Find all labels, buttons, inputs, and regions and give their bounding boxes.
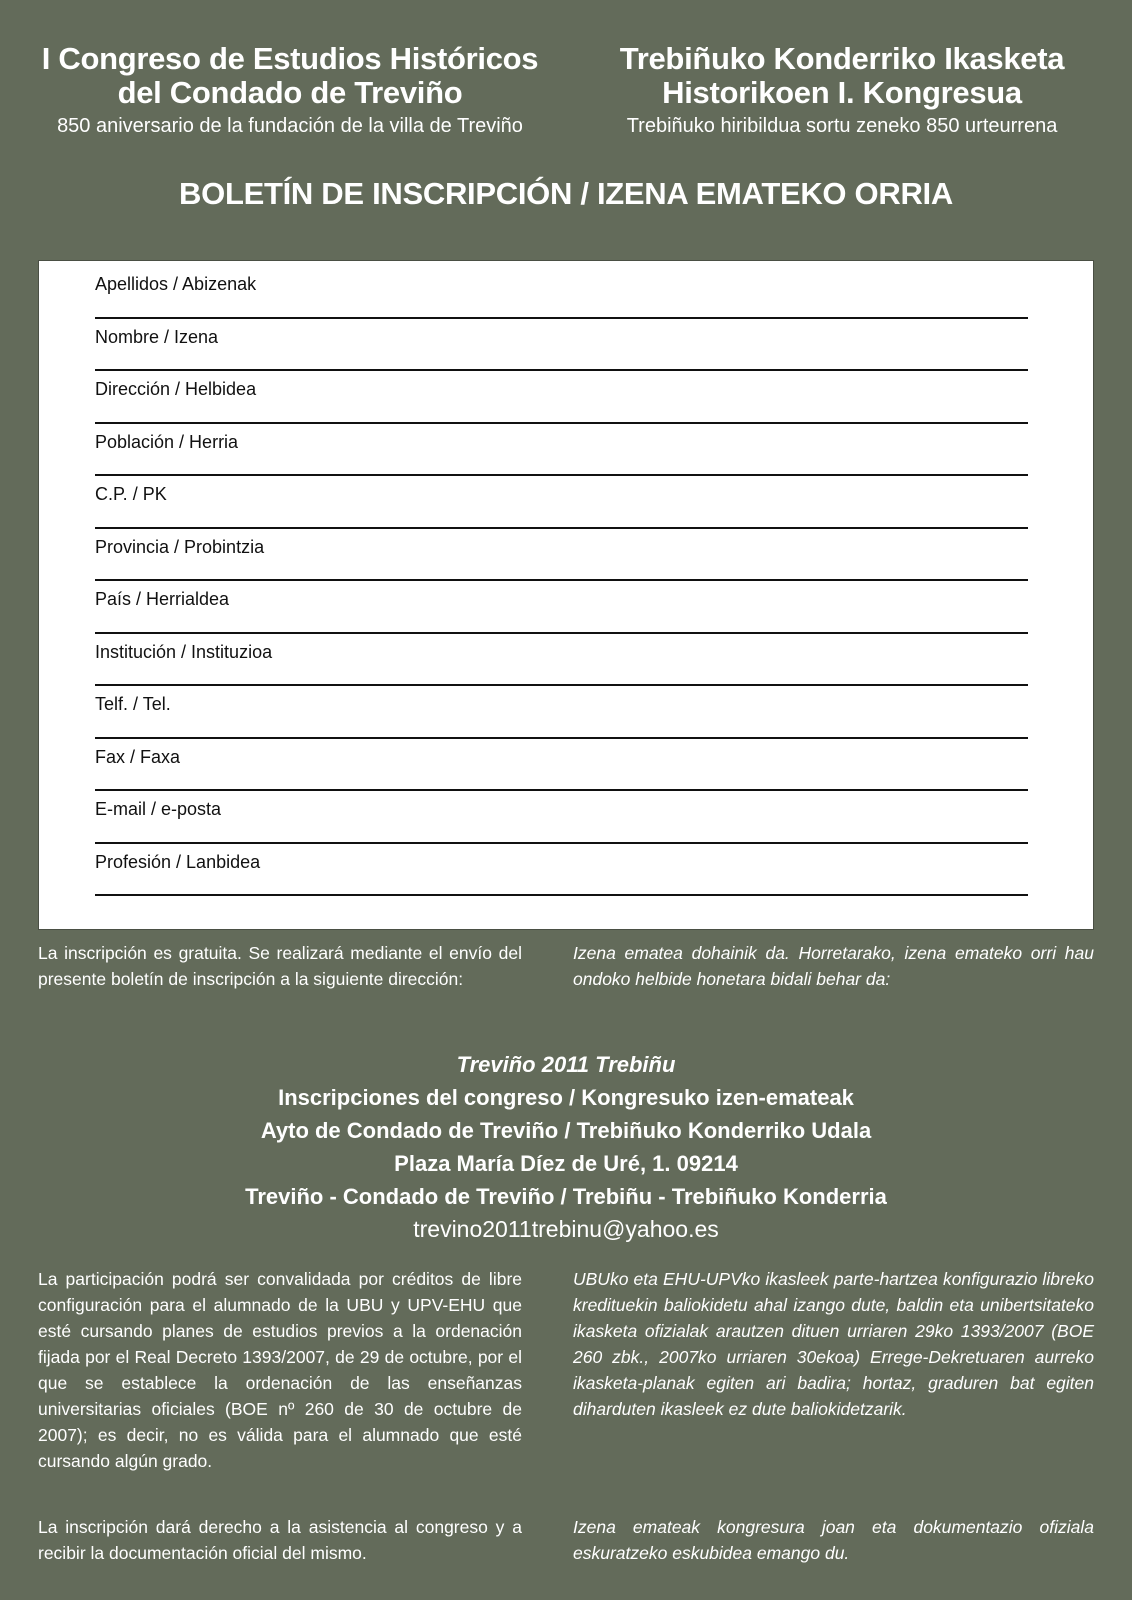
congress-title-es-line1: I Congreso de Estudios Históricos (41, 41, 539, 76)
rights-text-eu: Izena emateak kongresura joan eta dokumentazio ofiziala eskuratzeko eskubidea emango du. (573, 1517, 1094, 1563)
address-line-1: Inscripciones del congreso / Kongresuko izen-emateak (278, 1085, 854, 1110)
address-line-3: Plaza María Díez de Uré, 1. 09214 (394, 1151, 738, 1176)
form-row (95, 266, 1028, 319)
form-row (95, 686, 1028, 739)
form-field-input[interactable] (95, 791, 1032, 844)
form-field-input[interactable] (95, 581, 1032, 634)
form-field-input[interactable] (95, 739, 1032, 792)
form-field-label: Fax / Faxa (95, 746, 181, 767)
credits-text-es: La participación podrá ser convalidada por créditos de libre configuración para el alumnado de la UBU y UPV-EHU que esté cursando planes de estudios previos a la ordenación fijada por el Real Decreto 1393/2007, de 29 de octubre, por el que se establece la ordenación de las enseñanzas universitarias oficiales (BOE nº 260 de 30 de octubre de 2007); es decir, no es válida para el alumnado que esté cursando algún grado. (38, 1269, 522, 1471)
header-spanish (30, 42, 550, 140)
free-registration-section (38, 940, 1094, 992)
address-line-4: Treviño - Condado de Treviño / Trebiñu - Trebiñuko Konderria (245, 1184, 887, 1209)
form-row (95, 371, 1028, 424)
header (30, 42, 1102, 140)
anniversary-subtitle-es: 850 aniversario de la fundación de la villa de Treviño (57, 115, 523, 137)
form-field-label: País / Herrialdea (95, 589, 230, 609)
form-field-label: Provincia / Probintzia (95, 536, 265, 557)
congress-title-eu-line2: Historikoen I. Kongresua (662, 75, 1022, 110)
form-row (95, 791, 1028, 844)
rights-section (38, 1514, 1094, 1566)
postal-address (0, 1048, 1132, 1246)
form-row (95, 319, 1028, 372)
form-field-input[interactable] (95, 686, 1032, 739)
congress-title-es-line2: del Condado de Treviño (117, 75, 463, 110)
congress-title-eu-line1: Trebiñuko Konderriko Ikasketa (619, 41, 1065, 76)
rights-text-es: La inscripción dará derecho a la asistencia al congreso y a recibir la documentación oficial del mismo. (38, 1517, 522, 1563)
form-row (95, 476, 1028, 529)
form-field-input[interactable] (95, 476, 1032, 529)
form-field-list (95, 266, 1028, 896)
form-title: BOLETÍN DE INSCRIPCIÓN / IZENA EMATEKO ORRIA (179, 176, 953, 211)
form-row (95, 634, 1028, 687)
credits-text-eu: UBUko eta EHU-UPVko ikasleek parte-hartzea konfigurazio libreko kredituekin baliokidetu ahal izango dute, baldin eta unibertsitateko ikasketa ofizialak arautzen dituen urriaren 29ko 1393/2007 (BOE 260 zbk., 2007ko urriaren 30ekoa) Errege-Dekretuaren aurreko ikasketa-planak egiten ari badira; hortaz, graduren bat egiten diharduten ikasleek ez dute baliokidetzarik. (573, 1269, 1094, 1419)
form-field-label: Telf. / Tel. (95, 694, 171, 714)
form-field-label: E-mail / e-posta (95, 799, 222, 819)
form-field-label: C.P. / PK (95, 484, 167, 504)
form-row (95, 844, 1028, 897)
form-field-label: Nombre / Izena (95, 326, 219, 347)
form-field-label: Dirección / Helbidea (95, 379, 257, 399)
form-field-label: Apellidos / Abizenak (95, 274, 257, 294)
address-title: Treviño 2011 Trebiñu (456, 1052, 676, 1077)
anniversary-subtitle-eu: Trebiñuko hiribildua sortu zeneko 850 urteurrena (626, 115, 1058, 137)
form-row (95, 739, 1028, 792)
header-basque (582, 42, 1102, 140)
form-field-input[interactable] (95, 319, 1032, 372)
address-line-2: Ayto de Condado de Treviño / Trebiñuko Konderriko Udala (260, 1118, 872, 1143)
credits-section (38, 1266, 1094, 1474)
form-row (95, 424, 1028, 477)
free-registration-text-es: La inscripción es gratuita. Se realizará mediante el envío del presente boletín de inscripción a la siguiente dirección: (38, 943, 522, 989)
form-row (95, 581, 1028, 634)
form-field-label: Población / Herria (95, 431, 239, 452)
contact-email[interactable]: trevino2011trebinu@yahoo.es (413, 1216, 719, 1242)
form-field-label: Profesión / Lanbidea (95, 851, 261, 872)
form-row (95, 529, 1028, 582)
registration-form (38, 260, 1094, 930)
form-field-label: Institución / Instituzioa (95, 641, 273, 662)
free-registration-text-eu: Izena ematea dohainik da. Horretarako, izena emateko orri hau ondoko helbide honetara bidali behar da: (573, 943, 1094, 989)
